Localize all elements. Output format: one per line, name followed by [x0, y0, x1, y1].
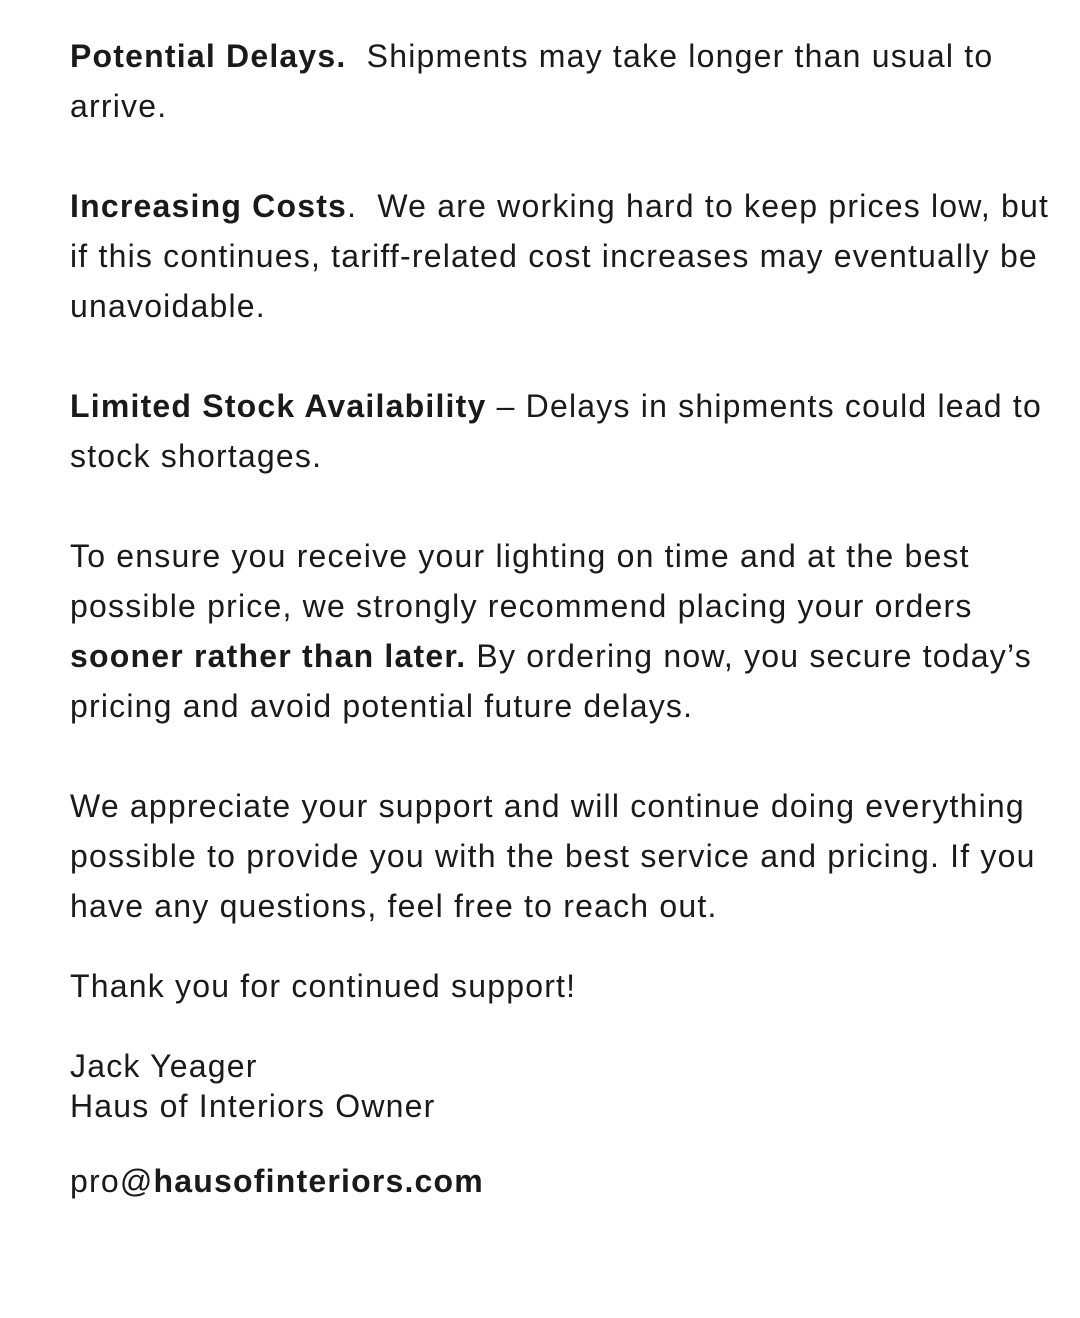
signature-title: Haus of Interiors Owner: [70, 1088, 436, 1124]
spacer: [70, 1011, 1060, 1041]
paragraph-ensure: [70, 531, 1060, 731]
letter-body: [70, 31, 1060, 1206]
paragraph-appreciate: We appreciate your support and will continue doing everything possible to provide you with the best service and pricing. If you have any questions, feel free to reach out.: [70, 788, 1046, 924]
email-address[interactable]: [70, 1156, 1060, 1206]
signature-name: Jack Yeager: [70, 1048, 258, 1084]
spacer: [70, 731, 1060, 781]
spacer: [70, 481, 1060, 531]
text-increasing-costs: . We are working hard to keep prices low, but if this continues, tariff-related cost increases may eventually be unavoidable.: [70, 188, 1060, 324]
paragraph-increasing-costs: [70, 181, 1060, 331]
heading-potential-delays: Potential Delays.: [70, 38, 347, 74]
emphasis-sooner: sooner rather than later.: [70, 638, 467, 674]
spacer: [70, 1126, 1060, 1156]
text-ensure-before: To ensure you receive your lighting on time and at the best possible price, we strongly recommend placing your orders: [70, 538, 983, 624]
text-ensure-after: By ordering now, you secure today’s pricing and avoid potential future delays.: [70, 638, 1042, 724]
heading-increasing-costs: Increasing Costs: [70, 188, 348, 224]
text-potential-delays: Shipments may take longer than usual to arrive.: [70, 38, 1004, 124]
paragraph-limited-stock: [70, 381, 1060, 481]
spacer: [70, 931, 1060, 961]
signature-block: [70, 1046, 1060, 1126]
spacer: [70, 331, 1060, 381]
paragraph-thanks: Thank you for continued support!: [70, 968, 577, 1004]
paragraph-potential-delays: [70, 31, 1060, 131]
email-prefix: pro@: [70, 1163, 154, 1199]
email-domain: hausofinteriors.com: [153, 1163, 484, 1199]
text-limited-stock: – Delays in shipments could lead to stock shortages.: [70, 388, 1053, 474]
spacer: [70, 131, 1060, 181]
heading-limited-stock: Limited Stock Availability: [70, 388, 487, 424]
